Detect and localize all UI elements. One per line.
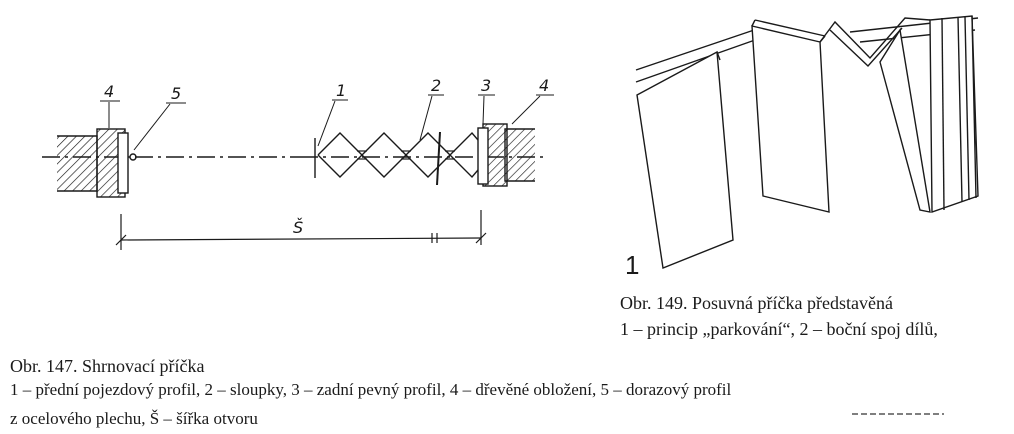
folding-leaves xyxy=(318,133,478,177)
right-wall xyxy=(505,129,535,181)
left-profile xyxy=(118,133,128,193)
label-2: 2 xyxy=(431,76,442,95)
fig147-caption-line1: 1 – přední pojezdový profil, 2 – sloupky, 3 – zadní pevný profil, 4 – dřevěné obložení, 5 – dorazový profil xyxy=(10,380,732,399)
panel-d xyxy=(930,16,978,212)
posts xyxy=(437,132,440,185)
fig149-panel-label: 1 xyxy=(625,250,640,280)
right-profile xyxy=(478,128,488,184)
fig149-drawing xyxy=(636,16,978,268)
label-5: 5 xyxy=(171,84,182,103)
panel-a xyxy=(637,52,733,268)
label-4-left: 4 xyxy=(104,82,115,101)
label-3: 3 xyxy=(481,76,492,95)
fig149-caption-title: Obr. 149. Posuvná příčka představěná xyxy=(620,293,893,313)
fig147-caption-line2: z ocelového plechu, Š – šířka otvoru xyxy=(10,409,258,428)
panel-c xyxy=(880,30,930,212)
label-4-right: 4 xyxy=(539,76,550,95)
panel-b xyxy=(752,26,829,212)
fig147-caption-title: Obr. 147. Shrnovací příčka xyxy=(10,356,205,376)
fig149-caption-line1: 1 – princip „parkování“, 2 – boční spoj dílů, xyxy=(620,319,938,339)
label-width: Š xyxy=(293,218,304,237)
left-wall xyxy=(57,136,97,191)
label-1: 1 xyxy=(336,81,347,100)
